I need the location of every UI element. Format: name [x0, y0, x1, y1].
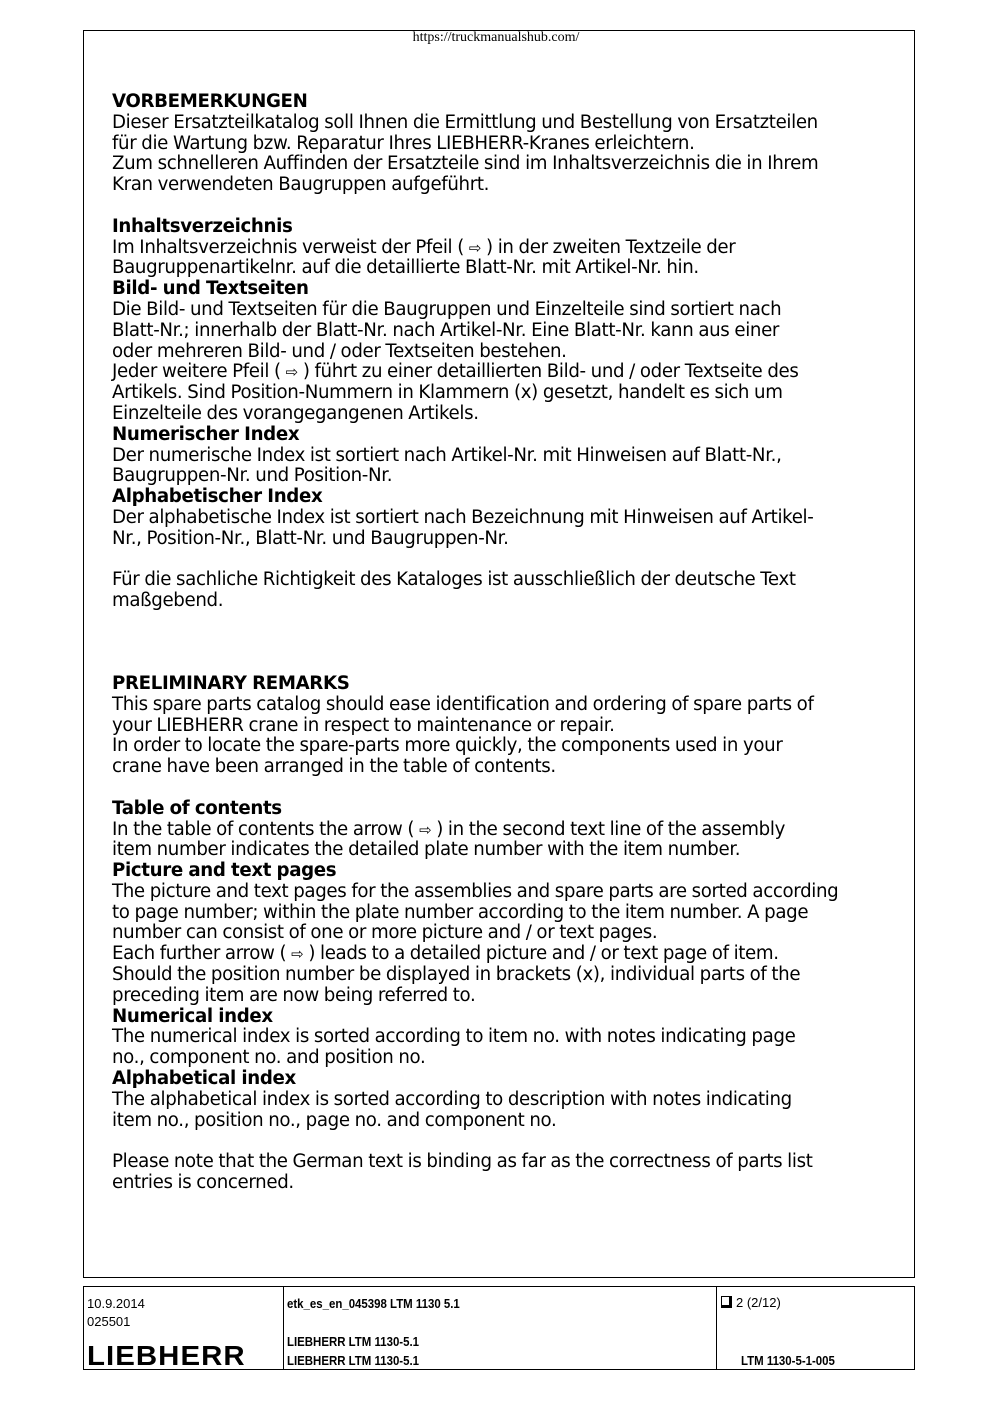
text-line: für die Wartung bzw. Reparatur Ihres LIEBHERR-Kranes erleichtern. — [112, 132, 695, 154]
text-line: to page number; within the plate number according to the item number. A page — [112, 901, 809, 923]
text-line: Für die sachliche Richtigkeit des Kataloges ist ausschließlich der deutsche Text — [112, 569, 796, 591]
text-line: entries is concerned. — [112, 1172, 294, 1194]
arrow-icon: ⇨ — [285, 363, 298, 382]
german-title: VORBEMERKUNGEN — [112, 91, 308, 112]
english-numeric-heading: Numerical index — [112, 1005, 273, 1027]
english-pages-heading: Picture and text pages — [112, 860, 337, 882]
german-toc-heading: Inhaltsverzeichnis — [112, 215, 293, 237]
text-line: In the table of contents the arrow ( ⇨ ) in the second text line of the assembly — [112, 818, 785, 840]
footer-model: LIEBHERR LTM 1130-5.1 — [287, 1353, 420, 1368]
text-line: item number indicates the detailed plate number with the item number. — [112, 839, 741, 861]
text-line: The picture and text pages for the assemblies and spare parts are sorted according — [112, 880, 839, 902]
german-alpha-heading: Alphabetischer Index — [112, 486, 323, 508]
text-line: Zum schnelleren Auffinden der Ersatzteile sind im Inhaltsverzeichnis die in Ihrem — [112, 153, 819, 175]
text-line: oder mehreren Bild- und / oder Textseiten bestehen. — [112, 340, 567, 362]
footer-left — [84, 1287, 282, 1369]
liebherr-logo: LIEBHERR — [87, 1340, 246, 1371]
text-line: number can consist of one or more picture and / or text pages. — [112, 922, 658, 944]
english-title: PRELIMINARY REMARKS — [112, 672, 350, 694]
text-line: Blatt-Nr.; innerhalb der Blatt-Nr. nach Artikel-Nr. Eine Blatt-Nr. kann aus einer — [112, 319, 780, 341]
page-footer — [83, 1286, 915, 1370]
text-line: no., component no. and position no. — [112, 1047, 426, 1069]
text-line: item no., position no., page no. and component no. — [112, 1109, 557, 1131]
text-line: Should the position number be displayed in brackets (x), individual parts of the — [112, 964, 801, 986]
text-line: preceding item are now being referred to. — [112, 984, 476, 1006]
source-url[interactable]: https://truckmanualshub.com/ — [412, 30, 580, 45]
arrow-icon: ⇨ — [468, 238, 482, 257]
text-line: Der alphabetische Index ist sortiert nach Bezeichnung mit Hinweisen auf Artikel- — [112, 506, 814, 528]
footer-middle — [283, 1287, 717, 1369]
page-icon — [721, 1296, 732, 1308]
text-line: Im Inhaltsverzeichnis verweist der Pfeil ( ⇨ ) in der zweiten Textzeile der — [112, 236, 736, 258]
text-line: Please note that the German text is binding as far as the correctness of parts list — [112, 1151, 813, 1173]
footer-ref: LTM 1130-5-1-005 — [741, 1353, 835, 1368]
text-line: Jeder weitere Pfeil ( ⇨ ) führt zu einer detaillierten Bild- und / oder Textseite des — [112, 361, 799, 383]
text-line: crane have been arranged in the table of contents. — [112, 756, 556, 778]
text-line: Nr., Position-Nr., Blatt-Nr. und Baugruppen-Nr. — [112, 527, 509, 549]
footer-right — [718, 1287, 914, 1369]
english-section — [112, 674, 902, 1194]
text-line: In order to locate the spare-parts more quickly, the components used in your — [112, 735, 783, 757]
german-numeric-heading: Numerischer Index — [112, 423, 300, 445]
text-line: The numerical index is sorted according to item no. with notes indicating page — [112, 1026, 796, 1048]
text-line: Baugruppen-Nr. und Position-Nr. — [112, 465, 393, 487]
text-line: The alphabetical index is sorted according to description with notes indicating — [112, 1088, 792, 1110]
text-line: maßgebend. — [112, 590, 224, 612]
text-line: Der numerische Index ist sortiert nach Artikel-Nr. mit Hinweisen auf Blatt-Nr., — [112, 444, 782, 466]
german-section — [112, 92, 902, 612]
text-line: Baugruppenartikelnr. auf die detaillierte Blatt-Nr. mit Artikel-Nr. hin. — [112, 257, 699, 279]
text-line: Each further arrow ( ⇨ ) leads to a detailed picture and / or text page of item. — [112, 943, 779, 965]
arrow-icon: ⇨ — [291, 945, 304, 964]
english-toc-heading: Table of contents — [112, 797, 282, 819]
text-line: This spare parts catalog should ease identification and ordering of spare parts of — [112, 693, 814, 715]
german-pages-heading: Bild- und Textseiten — [112, 278, 309, 300]
text-line: Dieser Ersatzteilkatalog soll Ihnen die Ermittlung und Bestellung von Ersatzteilen — [112, 111, 818, 133]
text-line: your LIEBHERR crane in respect to maintenance or repair. — [112, 714, 615, 736]
footer-date: 10.9.2014 — [87, 1296, 145, 1311]
english-alpha-heading: Alphabetical index — [112, 1068, 296, 1090]
text-line: Einzelteile des vorangegangenen Artikels. — [112, 402, 479, 424]
text-line: Kran verwendeten Baugruppen aufgeführt. — [112, 174, 490, 196]
page-content — [112, 92, 902, 1194]
footer-model: LIEBHERR LTM 1130-5.1 — [287, 1334, 420, 1349]
text-line: Die Bild- und Textseiten für die Baugruppen und Einzelteile sind sortiert nach — [112, 298, 782, 320]
footer-code: 025501 — [87, 1314, 131, 1329]
footer-doc-id: etk_es_en_045398 LTM 1130 5.1 — [287, 1296, 460, 1311]
text-line: Artikels. Sind Position-Nummern in Klammern (x) gesetzt, handelt es sich um — [112, 382, 783, 404]
arrow-icon: ⇨ — [419, 820, 432, 839]
footer-page: 2 (2/12) — [721, 1295, 781, 1310]
